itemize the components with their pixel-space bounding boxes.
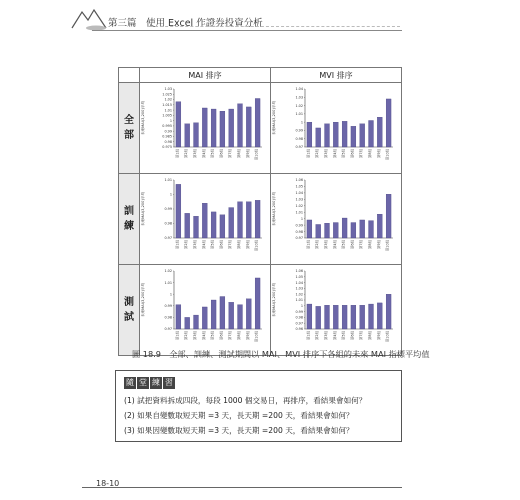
x-tick-label: 第4組 [201,149,206,158]
y-tick-label: 1.05 [295,275,303,279]
x-tick-label: 第6組 [219,331,224,340]
y-tick-label: 1.03 [295,95,303,100]
page-header-title: 第三篇 使用 Excel 作證券投資分析 [108,18,263,29]
bar [369,304,374,329]
x-tick-label: 第4組 [332,149,337,158]
bar [351,305,356,329]
figure-caption: 圖 18.9 全部、訓練、測試期間以 MAI、MVI 排序下各組的未來 MAI 指標平均值 [132,349,430,359]
bar [229,208,234,238]
exercise-title-char: 堂 [139,378,147,387]
x-tick-label: 第2組 [184,149,189,158]
bar [229,302,234,329]
y-tick-label: 0.98 [295,136,303,141]
x-tick-label: 第3組 [324,149,328,158]
y-tick-label: 0.99 [164,129,172,134]
exercise-question: (1) 試把資料拆成四段，每段 1000 個交易日，再排序，看結果會如何？ [124,396,367,405]
y-axis-label: 未來MAI(3,200)平均 [272,100,276,136]
bar [202,203,207,238]
y-tick-label: 0.98 [295,229,303,234]
col-header-mai: MAI 排序 [140,68,271,83]
bar [342,305,347,329]
bar [342,218,347,238]
y-tick-label: 0.98 [164,221,172,226]
exercise-title-char: 隨 [126,378,134,387]
exercise-title-char: 練 [152,378,160,387]
bar [211,109,216,147]
bar [307,304,312,329]
bar-chart [271,83,401,173]
bar [246,107,251,147]
x-tick-label: 第5組 [210,240,215,249]
x-tick-label: 第3組 [193,149,197,158]
x-tick-label: 第9組 [376,331,381,340]
bar [246,202,251,238]
x-tick-label: 第3組 [324,331,328,340]
bar [325,305,330,329]
y-tick-label: 1 [300,304,303,308]
y-axis-label: 未來MAI(3,200)平均 [141,191,145,227]
x-tick-label: 第7組 [359,149,364,158]
y-tick-label: 1 [169,292,172,297]
x-tick-label: 第3組 [324,240,328,249]
chart-cell [271,83,402,174]
exercise-title [124,377,175,389]
y-tick-label: 0.98 [164,315,172,320]
y-tick-label: 1.01 [164,280,172,285]
x-tick-label: 第4組 [201,331,206,340]
y-tick-label: 1.02 [164,269,172,274]
bar [185,124,190,147]
chart-cell [140,174,271,265]
y-tick-label: 0.985 [162,134,172,139]
bar [185,213,190,238]
bar [377,214,382,238]
bar [238,202,243,238]
bar [220,215,225,238]
bar [246,299,251,329]
x-tick-label: 第10組 [385,149,390,161]
x-tick-label: 第10組 [385,331,390,343]
x-tick-label: 第7組 [228,149,233,158]
y-axis-label: 未來MAI(3,200)平均 [141,282,145,318]
bar-chart [271,265,401,355]
x-tick-label: 第6組 [219,240,224,249]
bar [369,120,374,147]
bar [220,111,225,147]
x-tick-label: 第9組 [376,240,381,249]
bar [386,194,391,238]
row-header-char: 練 [124,221,134,232]
x-tick-label: 第7組 [228,240,233,249]
row-header-train [119,174,140,265]
x-tick-label: 第5組 [341,240,346,249]
bar [316,224,321,238]
y-tick-label: 1.02 [295,103,303,108]
row-header-test [119,265,140,356]
header-dashed-rule [150,26,400,27]
bar [316,306,321,329]
y-axis-label: 未來MAI(3,200)平均 [272,282,276,318]
bar [255,98,260,147]
x-tick-label: 第5組 [341,331,346,340]
bar [377,117,382,147]
exercise-question: (2) 如果自變數取短天期 =3 天，長天期 =200 天，看結果會如何？ [124,411,354,420]
bar [351,223,356,238]
col-header-mvi: MVI 排序 [271,68,402,83]
x-tick-label: 第9組 [245,240,250,249]
bar [185,317,190,329]
bar [316,128,321,147]
y-tick-label: 0.99 [295,128,303,133]
bar [194,123,199,147]
bar [255,278,260,329]
x-tick-label: 第10組 [254,240,259,252]
y-tick-label: 1.06 [295,269,303,274]
x-tick-label: 第2組 [315,240,320,249]
x-tick-label: 第1組 [175,331,180,340]
x-tick-label: 第4組 [332,240,337,249]
exercise-title-char: 習 [165,378,173,387]
y-tick-label: 1.025 [162,92,172,97]
y-tick-label: 1.01 [164,108,172,113]
row-header-char: 訓 [124,206,134,217]
bar [333,305,338,329]
y-tick-label: 0.97 [164,327,172,332]
x-tick-label: 第10組 [254,149,259,161]
bar [333,223,338,238]
bar [386,99,391,147]
y-tick-label: 1.02 [295,292,303,297]
bar-chart [271,174,401,264]
x-tick-label: 第8組 [368,149,372,158]
y-tick-label: 0.97 [295,236,303,241]
y-tick-label: 0.99 [164,207,172,212]
y-tick-label: 0.975 [162,145,172,150]
bar [238,104,243,147]
y-tick-label: 0.995 [162,124,172,129]
y-tick-label: 1.015 [162,103,172,108]
x-tick-label: 第7組 [359,331,364,340]
x-tick-label: 第4組 [201,240,206,249]
x-tick-label: 第3組 [193,240,197,249]
exercise-box [115,370,402,442]
x-tick-label: 第4組 [332,331,337,340]
bar [307,220,312,238]
bar [194,216,199,238]
x-tick-label: 第2組 [315,149,320,158]
y-tick-label: 1.02 [295,203,303,208]
table-corner [119,68,140,83]
y-tick-label: 1.01 [295,210,303,215]
y-tick-label: 0.97 [295,321,303,326]
x-tick-label: 第1組 [306,240,311,249]
x-tick-label: 第7組 [359,240,364,249]
bar [211,300,216,329]
y-tick-label: 1.04 [295,191,303,196]
bar [325,223,330,238]
bar [211,212,216,238]
x-tick-label: 第5組 [341,149,346,158]
x-tick-label: 第2組 [184,331,189,340]
y-tick-label: 1.03 [164,87,172,92]
bar [377,303,382,329]
x-tick-label: 第10組 [385,240,390,252]
row-header-char: 部 [124,130,134,141]
bar [202,307,207,329]
bar-chart [140,174,270,264]
y-tick-label: 1.01 [295,112,303,117]
y-tick-label: 1 [300,120,303,125]
bar [360,124,365,147]
y-axis-label: 未來MAI(3,200)平均 [141,100,145,136]
bar [360,220,365,238]
bar [176,184,181,238]
x-tick-label: 第7組 [228,331,233,340]
y-tick-label: 0.97 [164,236,172,241]
page-number: 18-10 [96,479,120,488]
bar-chart [140,265,270,355]
y-tick-label: 0.99 [164,304,172,308]
y-tick-label: 1.06 [295,178,303,183]
x-tick-label: 第6組 [350,331,355,340]
bar [194,315,199,329]
x-tick-label: 第8組 [237,240,241,249]
chart-cell [271,174,402,265]
mountain-logo-icon [70,6,110,32]
y-tick-label: 1.04 [295,87,303,92]
bar [360,305,365,329]
x-tick-label: 第9組 [376,149,381,158]
x-tick-label: 第8組 [237,331,241,340]
bar [333,122,338,147]
chart-cell [140,265,271,356]
y-tick-label: 1.02 [164,97,172,102]
y-tick-label: 0.99 [295,309,303,314]
y-tick-label: 0.99 [295,223,303,228]
exercise-question: (3) 如果因變數取短天期 =3 天，長天期 =200 天，看結果會如何？ [124,426,354,435]
chart-cell [140,83,271,174]
x-tick-label: 第5組 [210,149,215,158]
x-tick-label: 第9組 [245,149,250,158]
y-tick-label: 1.05 [295,184,303,189]
x-tick-label: 第10組 [254,331,259,343]
y-tick-label: 1.03 [295,286,303,291]
x-tick-label: 第9組 [245,331,250,340]
bar [369,221,374,238]
x-tick-label: 第8組 [368,240,372,249]
y-tick-label: 0.98 [164,139,172,144]
footer-rule [82,487,402,488]
x-tick-label: 第6組 [219,149,224,158]
x-tick-label: 第1組 [175,240,180,249]
bar [238,305,243,329]
figure-grid-table [118,67,402,356]
bar [325,124,330,147]
y-tick-label: 0.96 [295,327,303,332]
bar [386,294,391,329]
bar [307,122,312,147]
bar [229,109,234,147]
y-tick-label: 1.01 [295,298,303,303]
y-tick-label: 1.03 [295,197,303,202]
x-tick-label: 第1組 [306,331,311,340]
y-tick-label: 1.04 [295,280,303,285]
x-tick-label: 第3組 [193,331,197,340]
y-tick-label: 0.98 [295,315,303,320]
y-tick-label: 1 [169,192,172,197]
row-header-char: 試 [124,312,134,323]
x-tick-label: 第6組 [350,149,355,158]
x-tick-label: 第1組 [306,149,311,158]
bar [202,108,207,147]
y-tick-label: 0.97 [295,145,303,150]
x-tick-label: 第8組 [237,149,241,158]
bar [220,297,225,329]
y-tick-label: 1.005 [162,113,172,118]
header-rule [92,30,402,31]
bar [342,121,347,147]
bar [176,305,181,329]
x-tick-label: 第2組 [184,240,189,249]
x-tick-label: 第8組 [368,331,372,340]
x-tick-label: 第5組 [210,331,215,340]
row-header-char: 全 [124,115,134,126]
bar [255,200,260,238]
row-header-char: 測 [124,297,134,308]
x-tick-label: 第2組 [315,331,320,340]
y-tick-label: 1 [300,216,303,221]
y-tick-label: 1 [169,118,172,123]
y-axis-label: 未來MAI(3,200)平均 [272,191,276,227]
bar-chart [140,83,270,173]
chart-cell [271,265,402,356]
x-tick-label: 第1組 [175,149,180,158]
bar [176,102,181,147]
y-tick-label: 1.01 [164,178,172,183]
bar [351,126,356,147]
row-header-all [119,83,140,174]
x-tick-label: 第6組 [350,240,355,249]
